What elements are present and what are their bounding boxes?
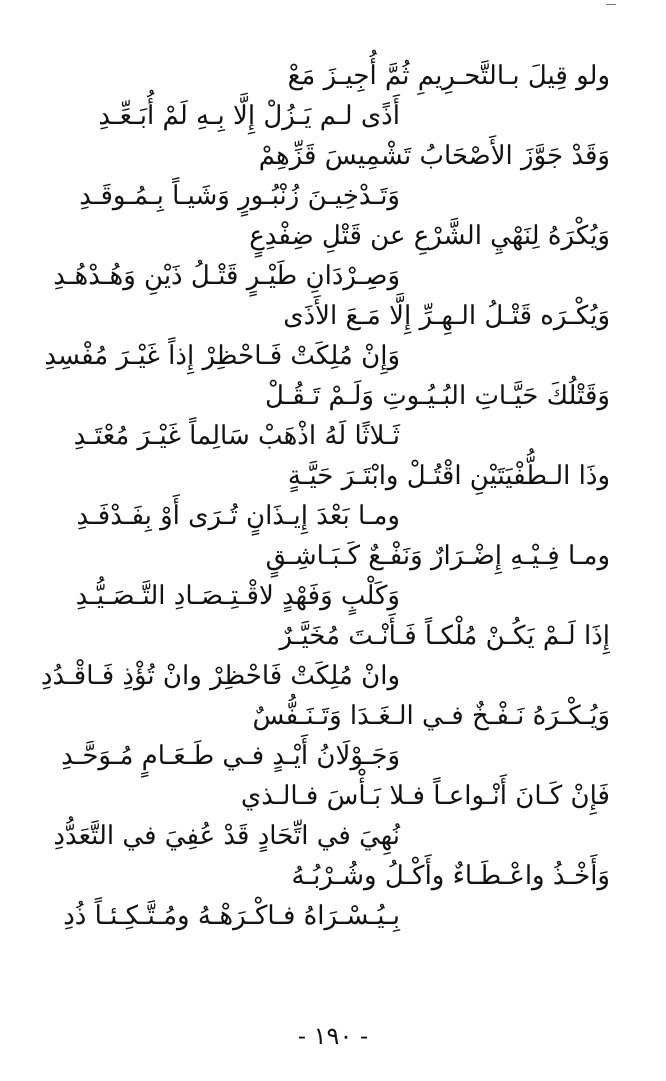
verse-second-hemistich: وانْ مُلِكَتْ فَاحْظِرْ وانْ تُؤْذِ فَـاقْـدُدِ (40, 661, 400, 691)
verse-second-hemistich: وَجَـوْلَانُ أَيْـدٍ فـي طَـعَـامٍ مُـوَحَّـدِ (61, 741, 400, 771)
verse-second-hemistich: وَإِنْ مُلِكَتْ فَـاحْظِرْ إِذاً غَيْـرَ مُفْسِدِ (44, 341, 400, 371)
verse-first-hemistich: ولو قِيلَ بـالتَّحـرِيمِ ثُمَّ أُجِيـزَ مَعْ (287, 61, 610, 91)
verse-second-hemistich: ثَـلاثًا لَهُ اذْهَبْ سَالِماً غَيْـرَ مُعْتَـدِ (73, 421, 400, 451)
verse-second-hemistich: وَصِـرْدَانِ طَيْـرٍ قَتْـلُ ذَيْنِ وَهُـدْهُـدِ (53, 261, 400, 291)
page-number: - ١٩٠ - (297, 1022, 369, 1050)
verse-4 (0, 296, 666, 376)
verse-first-hemistich: ومـا فِـيْـهِ إِضْـرَارٌ وَنَفْـعٌ كَـبَـاشِـقٍ (265, 541, 610, 571)
verse-first-hemistich: وَيُـكْـرَهُ نَـفْـخٌ فـي الـغَـدَا وَتَـنَـفُّسٌ (252, 701, 610, 731)
verse-5 (0, 376, 666, 456)
verse-1 (0, 56, 666, 136)
poem (0, 56, 666, 936)
verse-9 (0, 696, 666, 776)
verse-first-hemistich: وَقَتْلُكَ حَيَّـاتِ البُـيُـوتِ وَلَـمْ تَـقُـلْ (264, 381, 610, 411)
verse-7 (0, 536, 666, 616)
verse-first-hemistich: فَإِنْ كَـانَ أَنْـواعـاً فـلا بَـأْسَ فـالـذي (240, 781, 610, 811)
verse-second-hemistich: أَذًى لـم يَـزُلْ إِلَّا بِـهِ لَمْ أُبَـعِّـدِ (98, 101, 400, 131)
verse-6 (0, 456, 666, 536)
verse-first-hemistich: وَيُكْرَهُ لِنَهْيِ الشَّرْعِ عن قَتْلِ ضِفْدِعٍ (249, 221, 610, 251)
verse-2 (0, 136, 666, 216)
verse-first-hemistich: وذَا الـطُّفْيَتَيْنِ اقْتُـلْ وابْتَـرَ حَيَّـةٍ (287, 461, 610, 491)
verse-first-hemistich: إِذَا لَـمْ يَكُـنْ مُلْكـاً فَـأَنْـتَ مُخَيَّـرٌ (279, 621, 610, 651)
verse-10 (0, 776, 666, 856)
verse-first-hemistich: وَيُكْـرَه قَتْـلُ الـهِـرِّ إِلَّا مَـعَ الأَذَى (283, 301, 610, 331)
verse-3 (0, 216, 666, 296)
verse-11 (0, 856, 666, 936)
verse-second-hemistich: نُهِيَ في اتِّحَادٍ قَدْ عُفِيَ في التَّعَدُّدِ (53, 821, 400, 851)
verse-first-hemistich: وَأَخْـذُ واعْـطَـاءٌ وأَكْـلُ وشُـرْبُـهُ (291, 861, 610, 891)
scan-mark (606, 4, 616, 5)
verse-second-hemistich: بِـيُـسْـرَاهُ فـاكْـرَهْـهُ ومُـتَّـكِـئـاً ذُدِ (63, 901, 400, 931)
verse-first-hemistich: وَقَدْ جَوَّزَ الأَصْحَابُ تَشْمِيسَ قَزِّهِمْ (258, 141, 610, 171)
verse-second-hemistich: ومـا بَعْدَ إِيـذَانٍ تُـرَى أَوْ بِفَـدْفَـدِ (76, 501, 400, 531)
verse-8 (0, 616, 666, 696)
verse-second-hemistich: وَتَـدْخِيـنَ زُنْبُـورٍ وَشَيـاً بِـمُـوقَـدِ (79, 181, 400, 211)
verse-second-hemistich: وَكَلْبٍ وَفَهْدٍ لاقْـتِـصَـادِ التَّـصَـيُّـدِ (75, 581, 400, 611)
